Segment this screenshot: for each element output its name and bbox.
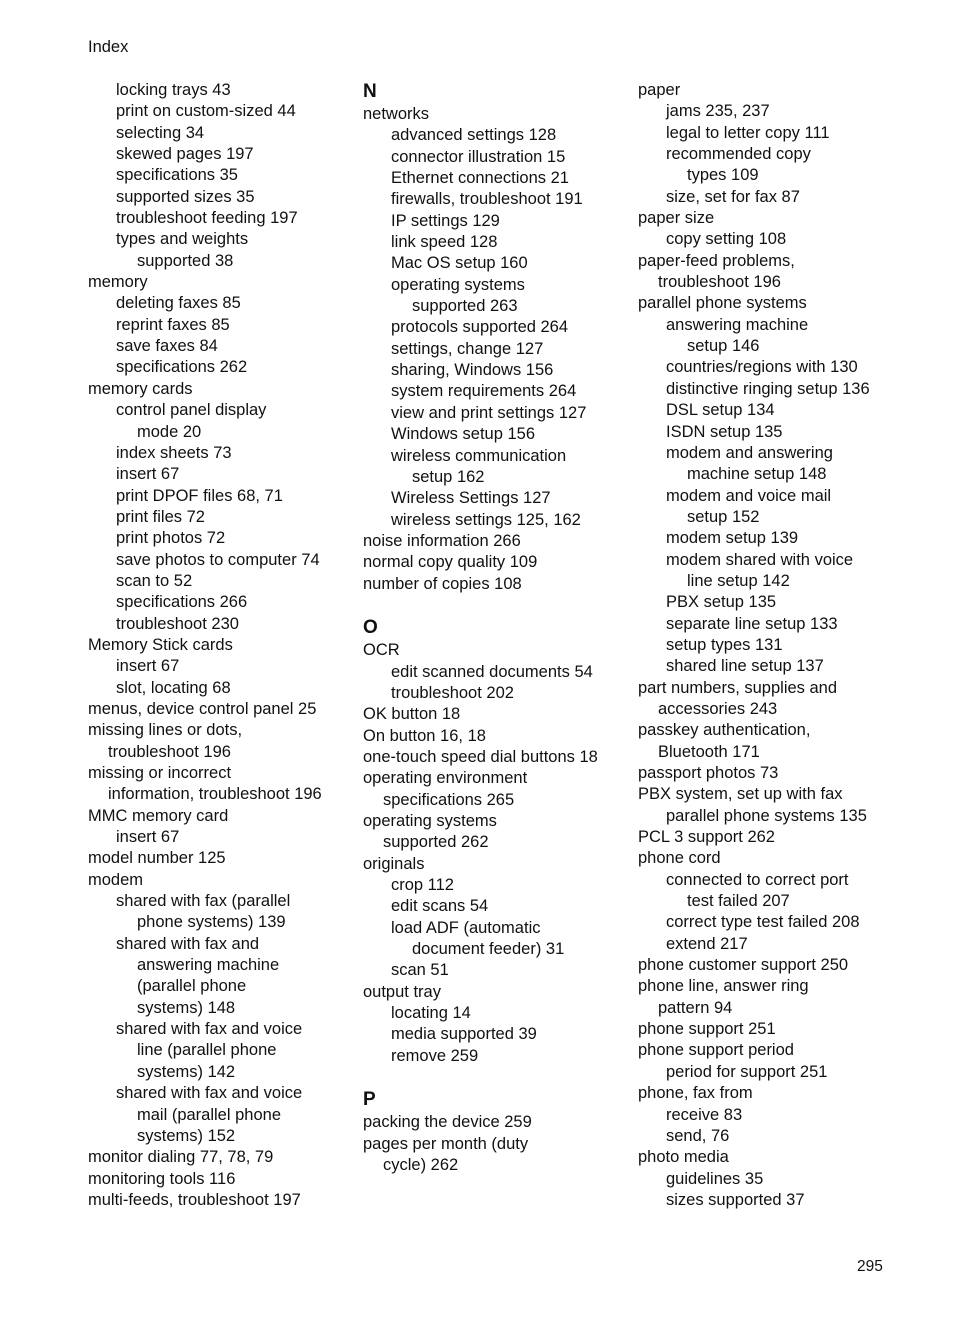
index-subentry: insert 67 — [116, 828, 180, 847]
index-subentry: mail (parallel phone — [137, 1105, 281, 1124]
index-subentry: types 109 — [687, 166, 759, 185]
index-column-2 — [363, 80, 625, 1177]
index-subentry: line (parallel phone — [137, 1041, 277, 1060]
index-subentry: recommended copy — [666, 145, 811, 164]
index-subentry: link speed 128 — [391, 233, 498, 252]
index-entry: noise information 266 — [363, 531, 521, 550]
index-subentry: period for support 251 — [666, 1062, 828, 1081]
index-entry: operating systems — [363, 812, 497, 830]
index-entry: OK button 18 — [363, 705, 461, 724]
index-subentry: locking trays 43 — [116, 81, 231, 99]
index-entry: phone support period — [638, 1041, 794, 1060]
index-entry: output tray — [363, 982, 441, 1001]
index-subentry: correct type test failed 208 — [666, 913, 860, 932]
index-subentry: cycle) 262 — [383, 1156, 459, 1175]
index-subentry: insert 67 — [116, 657, 180, 676]
index-subentry: specifications 262 — [116, 358, 248, 377]
index-subentry: shared with fax and voice — [116, 1084, 303, 1103]
index-subentry: line setup 142 — [687, 571, 790, 590]
index-subentry: DSL setup 134 — [666, 401, 775, 420]
index-entry: missing or incorrect — [88, 764, 232, 782]
index-subentry: shared with fax and voice — [116, 1020, 303, 1039]
index-entry: paper-feed problems, — [638, 251, 795, 270]
section-letter-heading: P — [363, 1089, 376, 1111]
index-subentry: answering machine — [666, 315, 809, 334]
index-entry: networks — [363, 105, 430, 123]
index-entry: PCL 3 support 262 — [638, 828, 775, 847]
index-entry: pages per month (duty — [363, 1134, 529, 1153]
index-subentry: save photos to computer 74 — [116, 550, 320, 569]
index-subentry: mode 20 — [137, 422, 202, 441]
index-subentry: operating systems — [391, 275, 525, 294]
index-entry: On button 16, 18 — [363, 726, 486, 745]
index-subentry: troubleshoot 196 — [108, 742, 231, 761]
index-entry: normal copy quality 109 — [363, 553, 538, 572]
index-subentry: modem and answering — [666, 443, 833, 462]
index-subentry: systems) 152 — [137, 1126, 236, 1145]
index-entry: photo media — [638, 1148, 729, 1167]
index-entry: operating environment — [363, 769, 528, 788]
index-subentry: troubleshoot feeding 197 — [116, 209, 298, 228]
index-subentry: supported 263 — [412, 297, 518, 316]
index-subentry: control panel display — [116, 401, 267, 420]
index-subentry: reprint faxes 85 — [116, 315, 230, 334]
index-subentry: deleting faxes 85 — [116, 294, 241, 313]
section-spacer — [363, 1067, 625, 1088]
index-subentry: scan 51 — [391, 961, 449, 980]
index-subentry: sizes supported 37 — [666, 1190, 805, 1209]
index-entry: multi-feeds, troubleshoot 197 — [88, 1190, 301, 1209]
index-subentry: advanced settings 128 — [391, 126, 557, 145]
index-entry: phone customer support 250 — [638, 956, 849, 975]
index-subentry: supported sizes 35 — [116, 187, 255, 206]
index-column-1 — [88, 80, 348, 1211]
section-spacer — [363, 595, 625, 616]
index-entry: paper size — [638, 209, 715, 228]
index-entry: one-touch speed dial buttons 18 — [363, 747, 598, 766]
index-subentry: answering machine — [137, 956, 280, 975]
index-subentry: load ADF (automatic — [391, 918, 541, 937]
index-subentry: countries/regions with 130 — [666, 358, 858, 377]
index-subentry: index sheets 73 — [116, 443, 232, 462]
index-entry: memory — [88, 273, 148, 292]
index-entry: model number 125 — [88, 849, 226, 868]
index-subentry: systems) 142 — [137, 1062, 236, 1081]
index-subentry: types and weights — [116, 230, 249, 249]
index-subentry: print files 72 — [116, 507, 205, 526]
index-entry: phone support 251 — [638, 1020, 776, 1039]
index-entry: modem — [88, 870, 144, 889]
index-entry: originals — [363, 854, 425, 873]
index-subentry: connector illustration 15 — [391, 147, 566, 166]
index-entry: part numbers, supplies and — [638, 678, 838, 697]
index-subentry: pattern 94 — [658, 998, 733, 1017]
index-subentry: Ethernet connections 21 — [391, 169, 569, 188]
index-entry: menus, device control panel 25 — [88, 699, 317, 718]
index-subentry: copy setting 108 — [666, 230, 787, 249]
index-subentry: distinctive ringing setup 136 — [666, 379, 870, 398]
index-entry: OCR — [363, 641, 400, 660]
index-subentry: legal to letter copy 111 — [666, 123, 830, 142]
index-subentry: setup types 131 — [666, 635, 783, 654]
index-subentry: modem shared with voice — [666, 550, 854, 569]
index-subentry: scan to 52 — [116, 571, 193, 590]
index-subentry: size, set for fax 87 — [666, 187, 800, 206]
index-subentry: extend 217 — [666, 934, 748, 953]
index-entry: paper — [638, 81, 681, 99]
index-subentry: system requirements 264 — [391, 382, 577, 401]
index-subentry: (parallel phone — [137, 977, 247, 996]
index-subentry: guidelines 35 — [666, 1169, 764, 1188]
index-subentry: modem and voice mail — [666, 486, 832, 505]
index-subentry: supported 38 — [137, 251, 234, 270]
index-entry: memory cards — [88, 379, 193, 398]
index-subentry: send, 76 — [666, 1126, 730, 1145]
index-entry: passport photos 73 — [638, 764, 779, 782]
index-subentry: Wireless Settings 127 — [391, 489, 551, 508]
index-subentry: specifications 266 — [116, 593, 248, 612]
index-subentry: modem setup 139 — [666, 529, 799, 548]
index-subentry: IP settings 129 — [391, 211, 500, 230]
index-subentry: Mac OS setup 160 — [391, 254, 528, 273]
index-subentry: accessories 243 — [658, 699, 778, 718]
index-entry: PBX system, set up with fax — [638, 785, 843, 804]
index-subentry: print on custom-sized 44 — [116, 102, 296, 121]
index-subentry: receive 83 — [666, 1105, 743, 1124]
index-subentry: selecting 34 — [116, 123, 205, 142]
index-subentry: document feeder) 31 — [412, 940, 565, 959]
index-subentry: media supported 39 — [391, 1025, 537, 1044]
index-subentry: phone systems) 139 — [137, 913, 286, 932]
index-subentry: shared line setup 137 — [666, 657, 824, 676]
index-subentry: connected to correct port — [666, 870, 849, 889]
index-entry: monitoring tools 116 — [88, 1169, 236, 1188]
index-subentry: PBX setup 135 — [666, 593, 777, 612]
index-subentry: shared with fax and — [116, 934, 260, 953]
index-subentry: edit scanned documents 54 — [391, 662, 593, 681]
index-subentry: settings, change 127 — [391, 339, 544, 358]
index-subentry: machine setup 148 — [687, 465, 827, 484]
index-subentry: slot, locating 68 — [116, 678, 231, 697]
index-subentry: setup 152 — [687, 507, 760, 526]
index-entry: missing lines or dots, — [88, 721, 243, 740]
index-subentry: specifications 265 — [383, 790, 515, 809]
index-entry: phone, fax from — [638, 1084, 753, 1103]
index-column-3 — [638, 80, 908, 1211]
index-subentry: firewalls, troubleshoot 191 — [391, 190, 583, 209]
index-subentry: troubleshoot 230 — [116, 614, 239, 633]
index-entry: phone cord — [638, 849, 721, 868]
index-subentry: specifications 35 — [116, 166, 238, 185]
index-subentry: troubleshoot 202 — [391, 683, 514, 702]
index-subentry: wireless settings 125, 162 — [391, 510, 581, 529]
index-subentry: setup 146 — [687, 337, 760, 356]
index-subentry: view and print settings 127 — [391, 403, 587, 422]
index-subentry: print photos 72 — [116, 529, 226, 548]
index-subentry: parallel phone systems 135 — [666, 806, 867, 825]
index-subentry: ISDN setup 135 — [666, 422, 783, 441]
index-subentry: remove 259 — [391, 1046, 479, 1065]
index-subentry: sharing, Windows 156 — [391, 361, 554, 380]
index-entry: MMC memory card — [88, 806, 229, 825]
index-subentry: insert 67 — [116, 465, 180, 484]
section-letter-heading: O — [363, 617, 378, 639]
index-subentry: Windows setup 156 — [391, 425, 535, 444]
index-subentry: supported 262 — [383, 833, 489, 852]
index-subentry: troubleshoot 196 — [658, 273, 781, 292]
index-entry: Memory Stick cards — [88, 635, 233, 654]
index-entry: parallel phone systems — [638, 294, 807, 313]
index-subentry: test failed 207 — [687, 892, 790, 911]
index-subentry: systems) 148 — [137, 998, 236, 1017]
index-subentry: Bluetooth 171 — [658, 742, 760, 761]
index-entry: passkey authentication, — [638, 721, 811, 740]
index-subentry: save faxes 84 — [116, 337, 218, 356]
index-subentry: information, troubleshoot 196 — [108, 785, 322, 804]
index-subentry: locating 14 — [391, 1004, 471, 1023]
index-subentry: print DPOF files 68, 71 — [116, 486, 283, 505]
index-subentry: wireless communication — [391, 446, 567, 465]
page-number: 295 — [857, 1258, 883, 1275]
section-letter-heading: N — [363, 81, 377, 102]
index-subentry: skewed pages 197 — [116, 145, 254, 164]
index-subentry: separate line setup 133 — [666, 614, 838, 633]
running-head: Index — [88, 38, 129, 56]
index-subentry: shared with fax (parallel — [116, 892, 291, 911]
index-entry: monitor dialing 77, 78, 79 — [88, 1148, 274, 1167]
index-entry: phone line, answer ring — [638, 977, 809, 996]
index-subentry: jams 235, 237 — [666, 102, 770, 121]
index-subentry: crop 112 — [391, 876, 454, 895]
index-subentry: setup 162 — [412, 467, 485, 486]
index-entry: number of copies 108 — [363, 574, 522, 593]
index-subentry: edit scans 54 — [391, 897, 489, 916]
index-subentry: protocols supported 264 — [391, 318, 569, 337]
index-entry: packing the device 259 — [363, 1113, 532, 1132]
